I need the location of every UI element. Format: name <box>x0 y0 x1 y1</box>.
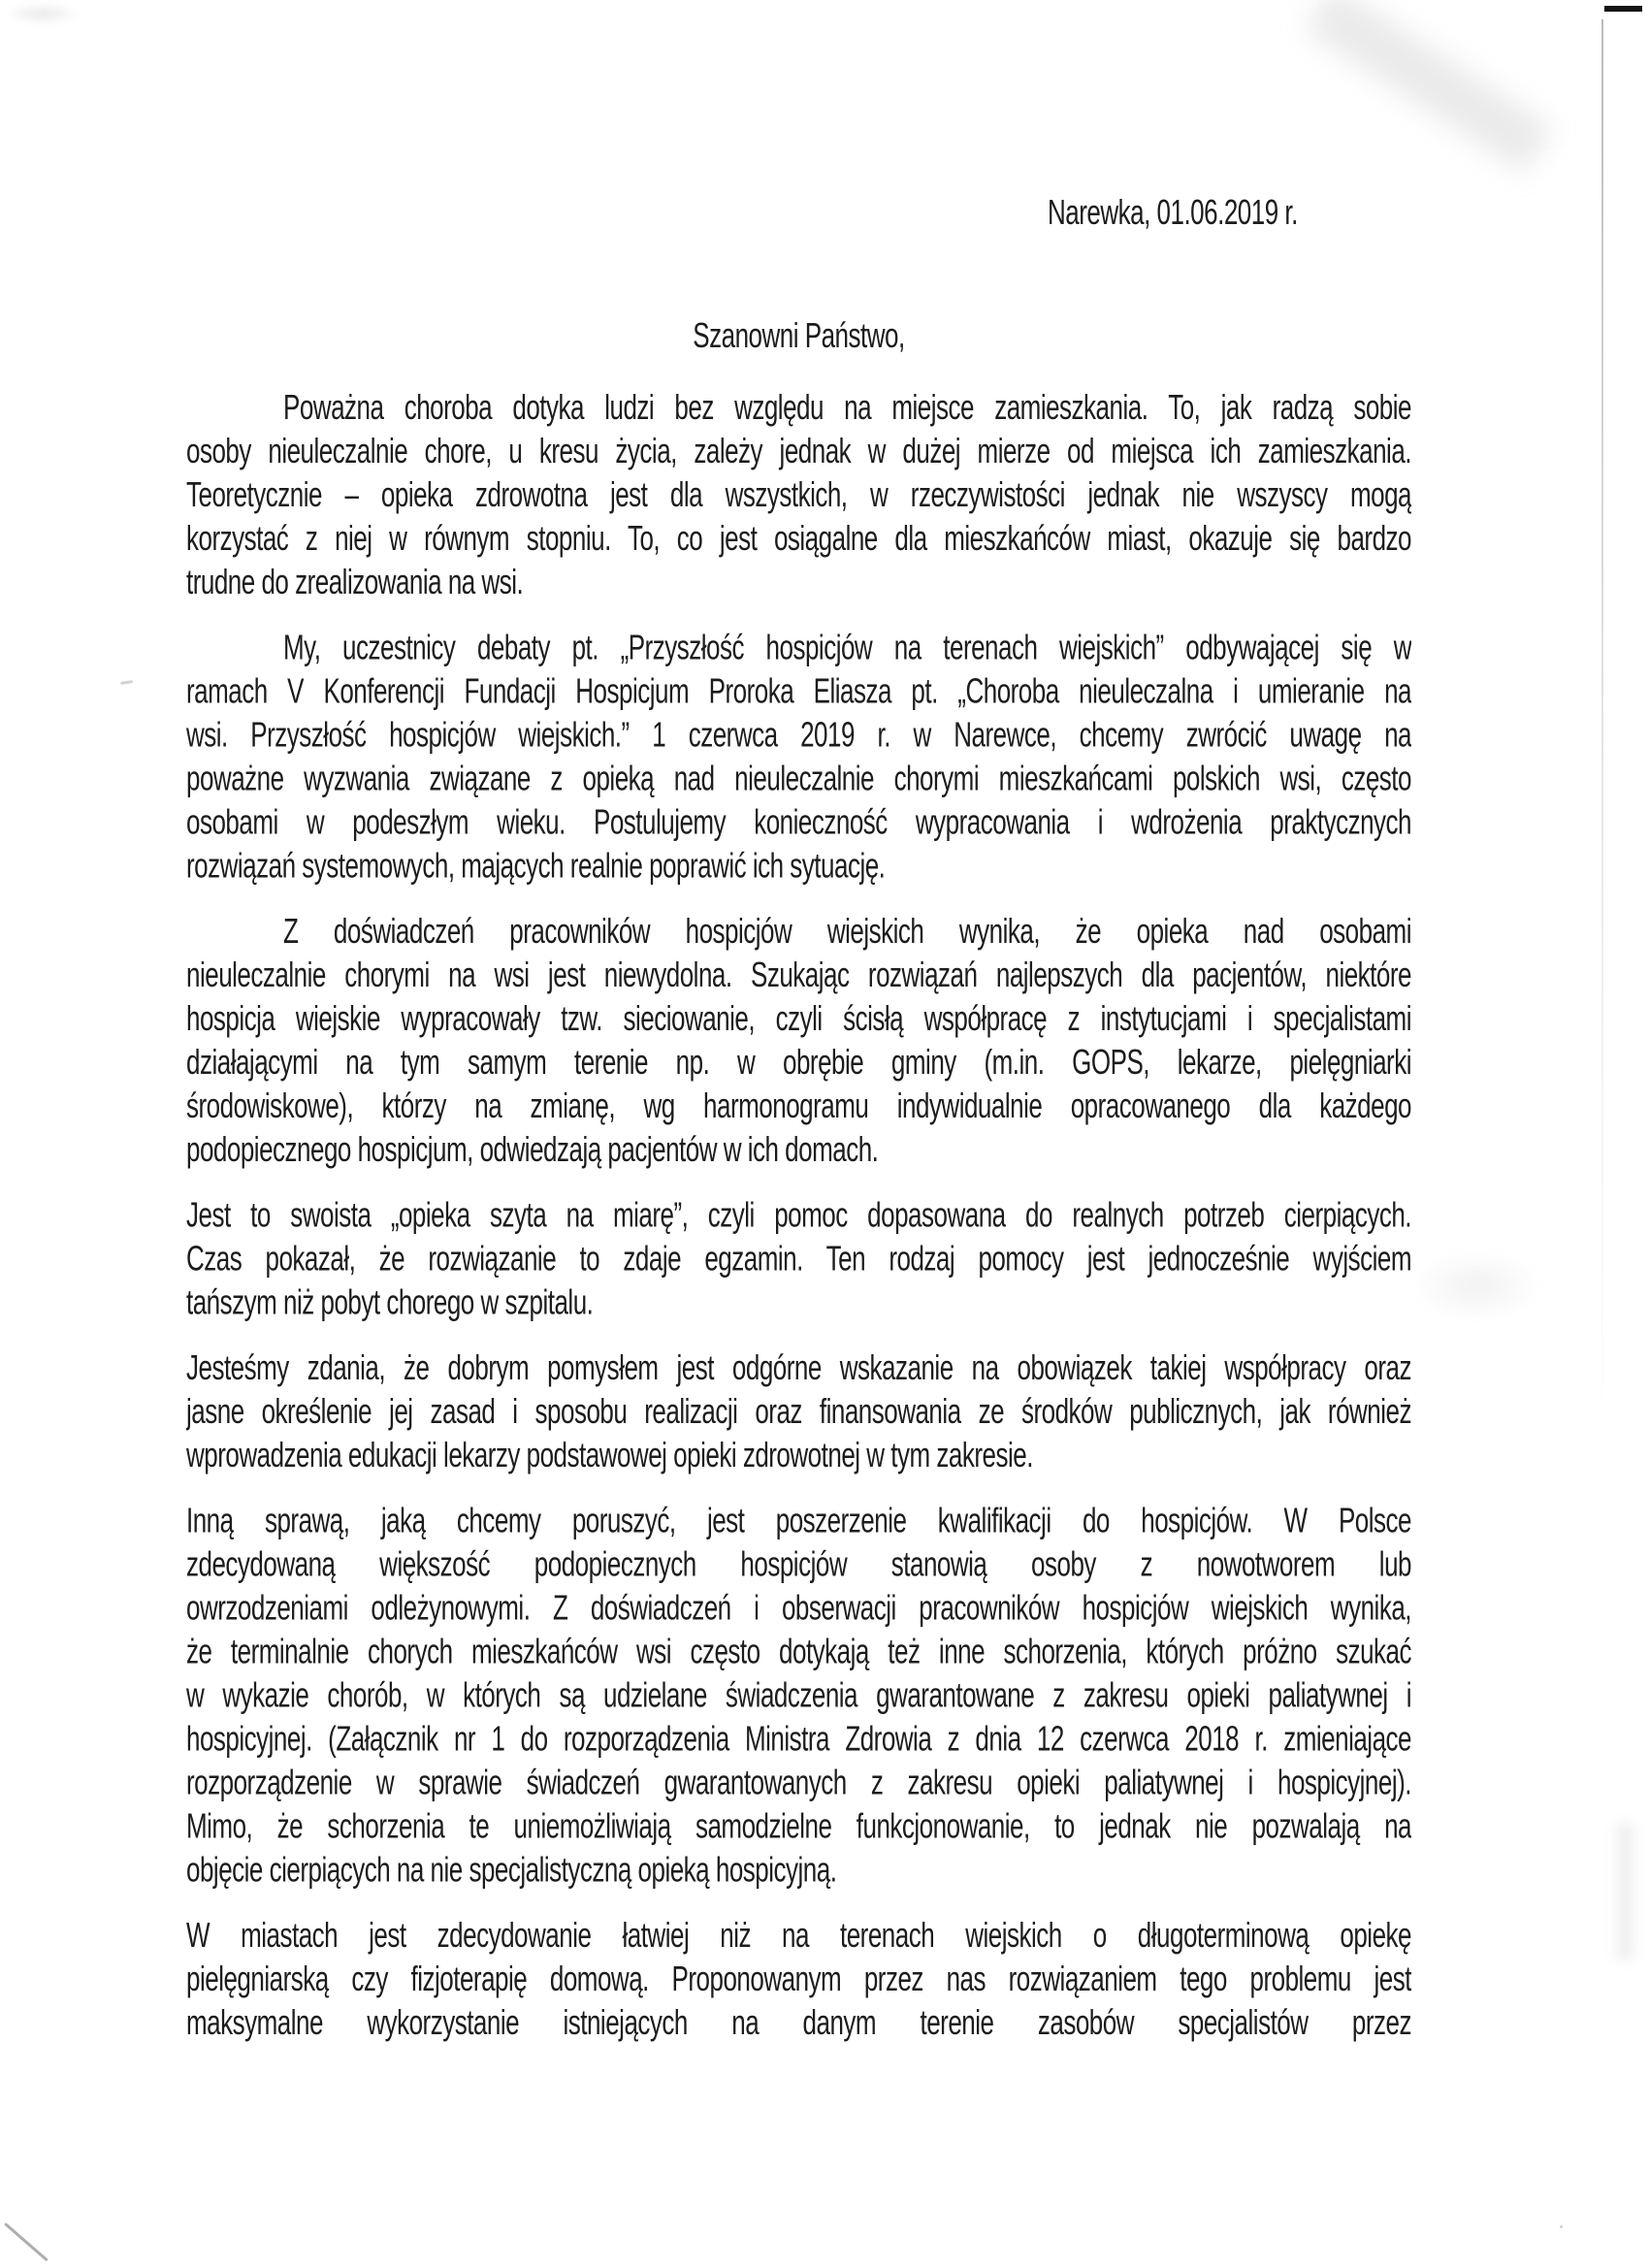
text-line: Czas pokazał, że rozwiązanie to zdaje egzamin. Ten rodzaj pomocy jest jednocześnie wyjściem <box>186 1237 1411 1280</box>
text-line: tańszym niż pobyt chorego w szpitalu. <box>186 1280 594 1323</box>
paragraph <box>186 626 1411 888</box>
letter-body <box>186 385 1411 2044</box>
text-line: W miastach jest zdecydowanie łatwiej niż na terenach wiejskich o długoterminową opiekę <box>186 1914 1411 1956</box>
scratch-bottom-left-artifact <box>4 2222 48 2261</box>
scan-smudge-top-left-artifact <box>4 2 81 25</box>
text-line: rozporządzenie w sprawie świadczeń gwarantowanych z zakresu opieki paliatywnej i hospicyjnej). <box>186 1761 1411 1803</box>
text-line: działającymi na tym samym terenie np. w obrębie gminy (m.in. GOPS, lekarze, pielęgniarki <box>186 1041 1411 1083</box>
scan-smudge-top-right-artifact <box>1305 0 1553 173</box>
margin-dash-artifact <box>120 680 133 685</box>
dot-artifact <box>1560 2225 1563 2228</box>
text-line: środowiskowe), którzy na zmianę, wg harmonogramu indywidualnie opracowanego dla każdego <box>186 1085 1411 1126</box>
text-line: ramach V Konferencji Fundacji Hospicjum Proroka Eliasza pt. „Choroba nieuleczalna i umieranie na <box>186 669 1411 712</box>
text-line: korzystać z niej w równym stopniu. To, co jest osiągalne dla mieszkańców miast, okazuje się bardzo <box>186 517 1411 559</box>
text-line: wprowadzenia edukacji lekarzy podstawowej opieki zdrowotnej w tym zakresie. <box>186 1434 1033 1475</box>
text-line: w wykazie chorób, w których są udzielane świadczenia gwarantowane z zakresu opieki paliatywnej i <box>186 1673 1411 1716</box>
text-line: rozwiązań systemowych, mających realnie poprawić ich sytuację. <box>186 844 886 887</box>
scanner-corner-bar-artifact <box>1604 6 1642 12</box>
text-line: nieuleczalnie chorymi na wsi jest niewydolna. Szukając rozwiązań najlepszych dla pacjentów, niektóre <box>186 954 1411 995</box>
scan-smudge-mid-right-artifact <box>1411 1249 1542 1322</box>
text-line: My, uczestnicy debaty pt. „Przyszłość hospicjów na terenach wiejskich” odbywającej się w <box>283 626 1411 668</box>
salutation: Szanowni Państwo, <box>693 314 905 356</box>
text-line: wsi. Przyszłość hospicjów wiejskich.” 1 czerwca 2019 r. w Narewce, chcemy zwrócić uwagę na <box>186 713 1411 756</box>
text-line: podopiecznego hospicjum, odwiedzają pacjentów w ich domach. <box>186 1128 879 1170</box>
text-line: zdecydowaną większość podopiecznych hospicjów stanowią osoby z nowotworem lub <box>186 1542 1411 1585</box>
text-line: hospicyjnej. (Załącznik nr 1 do rozporządzenia Ministra Zdrowia z dnia 12 czerwca 2018 r. zmieniające <box>186 1717 1411 1760</box>
paragraph <box>186 1499 1411 1892</box>
text-line: Inną sprawą, jaką chcemy poruszyć, jest poszerzenie kwalifikacji do hospicjów. W Polsce <box>186 1499 1411 1541</box>
text-line: trudne do zrealizowania na wsi. <box>186 561 524 602</box>
paragraph <box>186 1193 1411 1324</box>
text-line: Jest to swoista „opieka szyta na miarę”, czyli pomoc dopasowana do realnych potrzeb cierpiących. <box>186 1193 1411 1236</box>
text-line: osobami w podeszłym wieku. Postulujemy konieczność wypracowania i wdrożenia praktycznych <box>186 800 1411 843</box>
text-line: osoby nieuleczalnie chore, u kresu życia, zależy jednak w dużej mierze od miejsca ich zamieszkania. <box>186 430 1411 471</box>
paragraph <box>186 1913 1411 2044</box>
text-line: poważne wyzwania związane z opieką nad nieuleczalnie chorymi mieszkańcami polskich wsi, często <box>186 757 1411 799</box>
text-line: Poważna choroba dotyka ludzi bez względu na miejsce zamieszkania. To, jak radzą sobie <box>283 386 1411 428</box>
text-line: hospicja wiejskie wypracowały tzw. sieciowanie, czyli ścisłą współpracę z instytucjami i specjalistami <box>186 997 1411 1039</box>
text-line: Mimo, że schorzenia te uniemożliwiają samodzielne funkcjonowanie, to jednak nie pozwalają na <box>186 1804 1411 1847</box>
text-line: jasne określenie jej zasad i sposobu realizacji oraz finansowania ze środków publicznych, jak również <box>186 1390 1411 1432</box>
paragraph <box>186 1345 1411 1476</box>
paragraph <box>186 385 1411 603</box>
text-line: Jesteśmy zdania, że dobrym pomysłem jest odgórne wskazanie na obowiązek takiej współpracy oraz <box>186 1346 1411 1388</box>
text-line: owrzodzeniami odleżynowymi. Z doświadczeń i obserwacji pracowników hospicjów wiejskich wynika, <box>186 1586 1411 1629</box>
paragraph <box>186 909 1411 1171</box>
scan-edge-line-artifact <box>1601 19 1603 1455</box>
date-line: Narewka, 01.06.2019 r. <box>1048 191 1298 233</box>
text-line: Teoretycznie – opieka zdrowotna jest dla wszystkich, w rzeczywistości jednak nie wszyscy mogą <box>186 473 1411 515</box>
text-line: maksymalne wykorzystanie istniejących na danym terenie zasobów specjalistów przez <box>186 2001 1411 2043</box>
scan-band-bottom-right-artifact <box>1616 1824 1633 1960</box>
text-line: objęcie cierpiących na nie specjalistyczną opieką hospicyjną. <box>186 1848 837 1891</box>
text-line: pielęgniarską czy fizjoterapię domową. Proponowanym przez nas rozwiązaniem tego problemu jest <box>186 1958 1411 1999</box>
text-line: Z doświadczeń pracowników hospicjów wiejskich wynika, że opieka nad osobami <box>283 910 1411 952</box>
text-line: że terminalnie chorych mieszkańców wsi często dotykają też inne schorzenia, których próżno szukać <box>186 1630 1411 1672</box>
